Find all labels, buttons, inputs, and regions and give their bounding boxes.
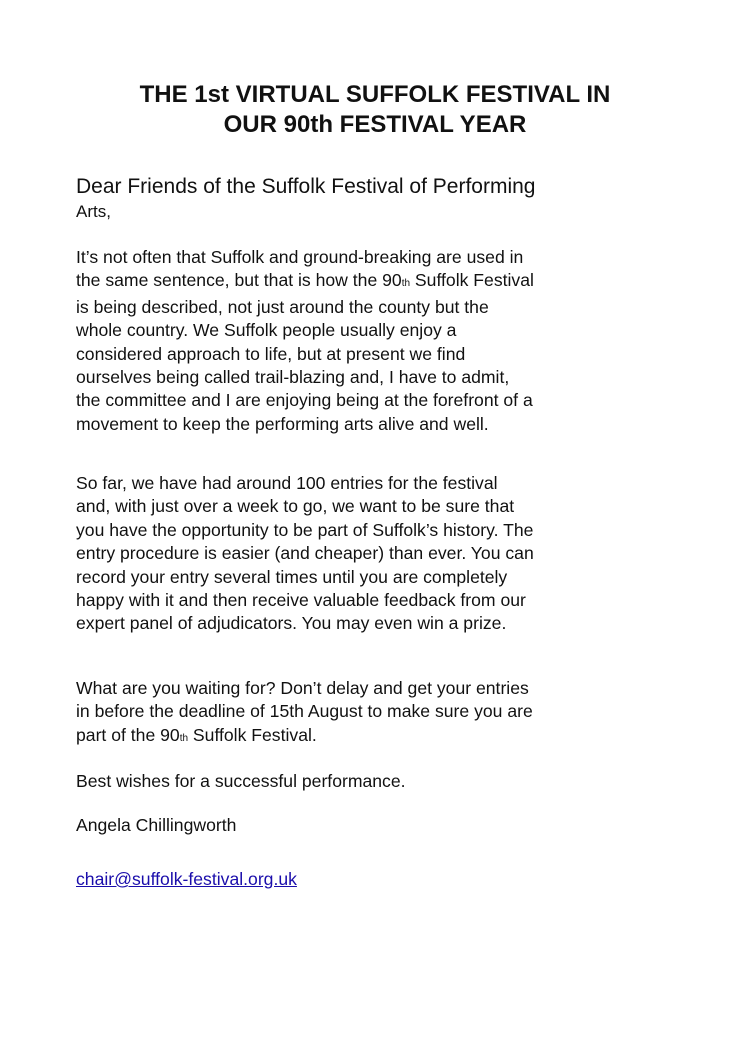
text-fragment: Suffolk Festival.	[188, 724, 317, 745]
title-line-1: THE 1st VIRTUAL SUFFOLK FESTIVAL IN	[139, 81, 611, 108]
text-fragment: the same sentence, but that is how the 90	[76, 270, 402, 291]
paragraph-call-to-action	[76, 677, 696, 750]
text-line: whole country. We Suffolk people usually enjoy a	[76, 320, 457, 341]
text-line: happy with it and then receive valuable feedback from our	[76, 590, 526, 611]
ordinal-suffix: th	[401, 278, 411, 290]
signature: Angela Chillingworth	[76, 815, 237, 835]
text-line: is being described, not just around the county but the	[76, 296, 489, 317]
closing-line: Best wishes for a successful performance.	[76, 771, 406, 791]
text-line: and, with just over a week to go, we want to be sure that	[76, 496, 515, 517]
text-line: considered approach to life, but at present we find	[76, 343, 466, 364]
greeting-line-1: Dear Friends of the Suffolk Festival of Performing	[76, 175, 536, 198]
text-line	[76, 724, 696, 750]
text-line: ourselves being called trail-blazing and, I have to admit,	[76, 367, 510, 388]
text-line	[76, 269, 696, 295]
ordinal-suffix: th	[179, 732, 189, 744]
text-line: It’s not often that Suffolk and ground-breaking are used in	[76, 247, 524, 267]
paragraph-intro	[76, 246, 696, 436]
greeting	[76, 174, 696, 224]
text-line: you have the opportunity to be part of Suffolk’s history. The	[76, 519, 534, 540]
page-title	[60, 80, 690, 140]
text-line: So far, we have had around 100 entries for the festival	[76, 473, 498, 493]
text-line: in before the deadline of 15th August to make sure you are	[76, 701, 533, 722]
text-line: movement to keep the performing arts alive and well.	[76, 413, 489, 434]
paragraph-entries	[76, 472, 696, 636]
text-line: entry procedure is easier (and cheaper) than ever. You can	[76, 543, 534, 564]
text-fragment: Suffolk Festival	[410, 270, 534, 291]
email-link[interactable]: chair@suffolk-festival.org.uk	[76, 869, 297, 889]
text-line: What are you waiting for? Don’t delay and get your entries	[76, 678, 529, 698]
text-fragment: part of the 90	[76, 724, 180, 745]
text-line: record your entry several times until you are completely	[76, 566, 508, 587]
title-line-2: OUR 90th FESTIVAL YEAR	[223, 111, 527, 138]
text-line: the committee and I are enjoying being at the forefront of a	[76, 390, 533, 411]
text-line: expert panel of adjudicators. You may even win a prize.	[76, 613, 507, 634]
greeting-line-2: Arts,	[76, 202, 111, 221]
